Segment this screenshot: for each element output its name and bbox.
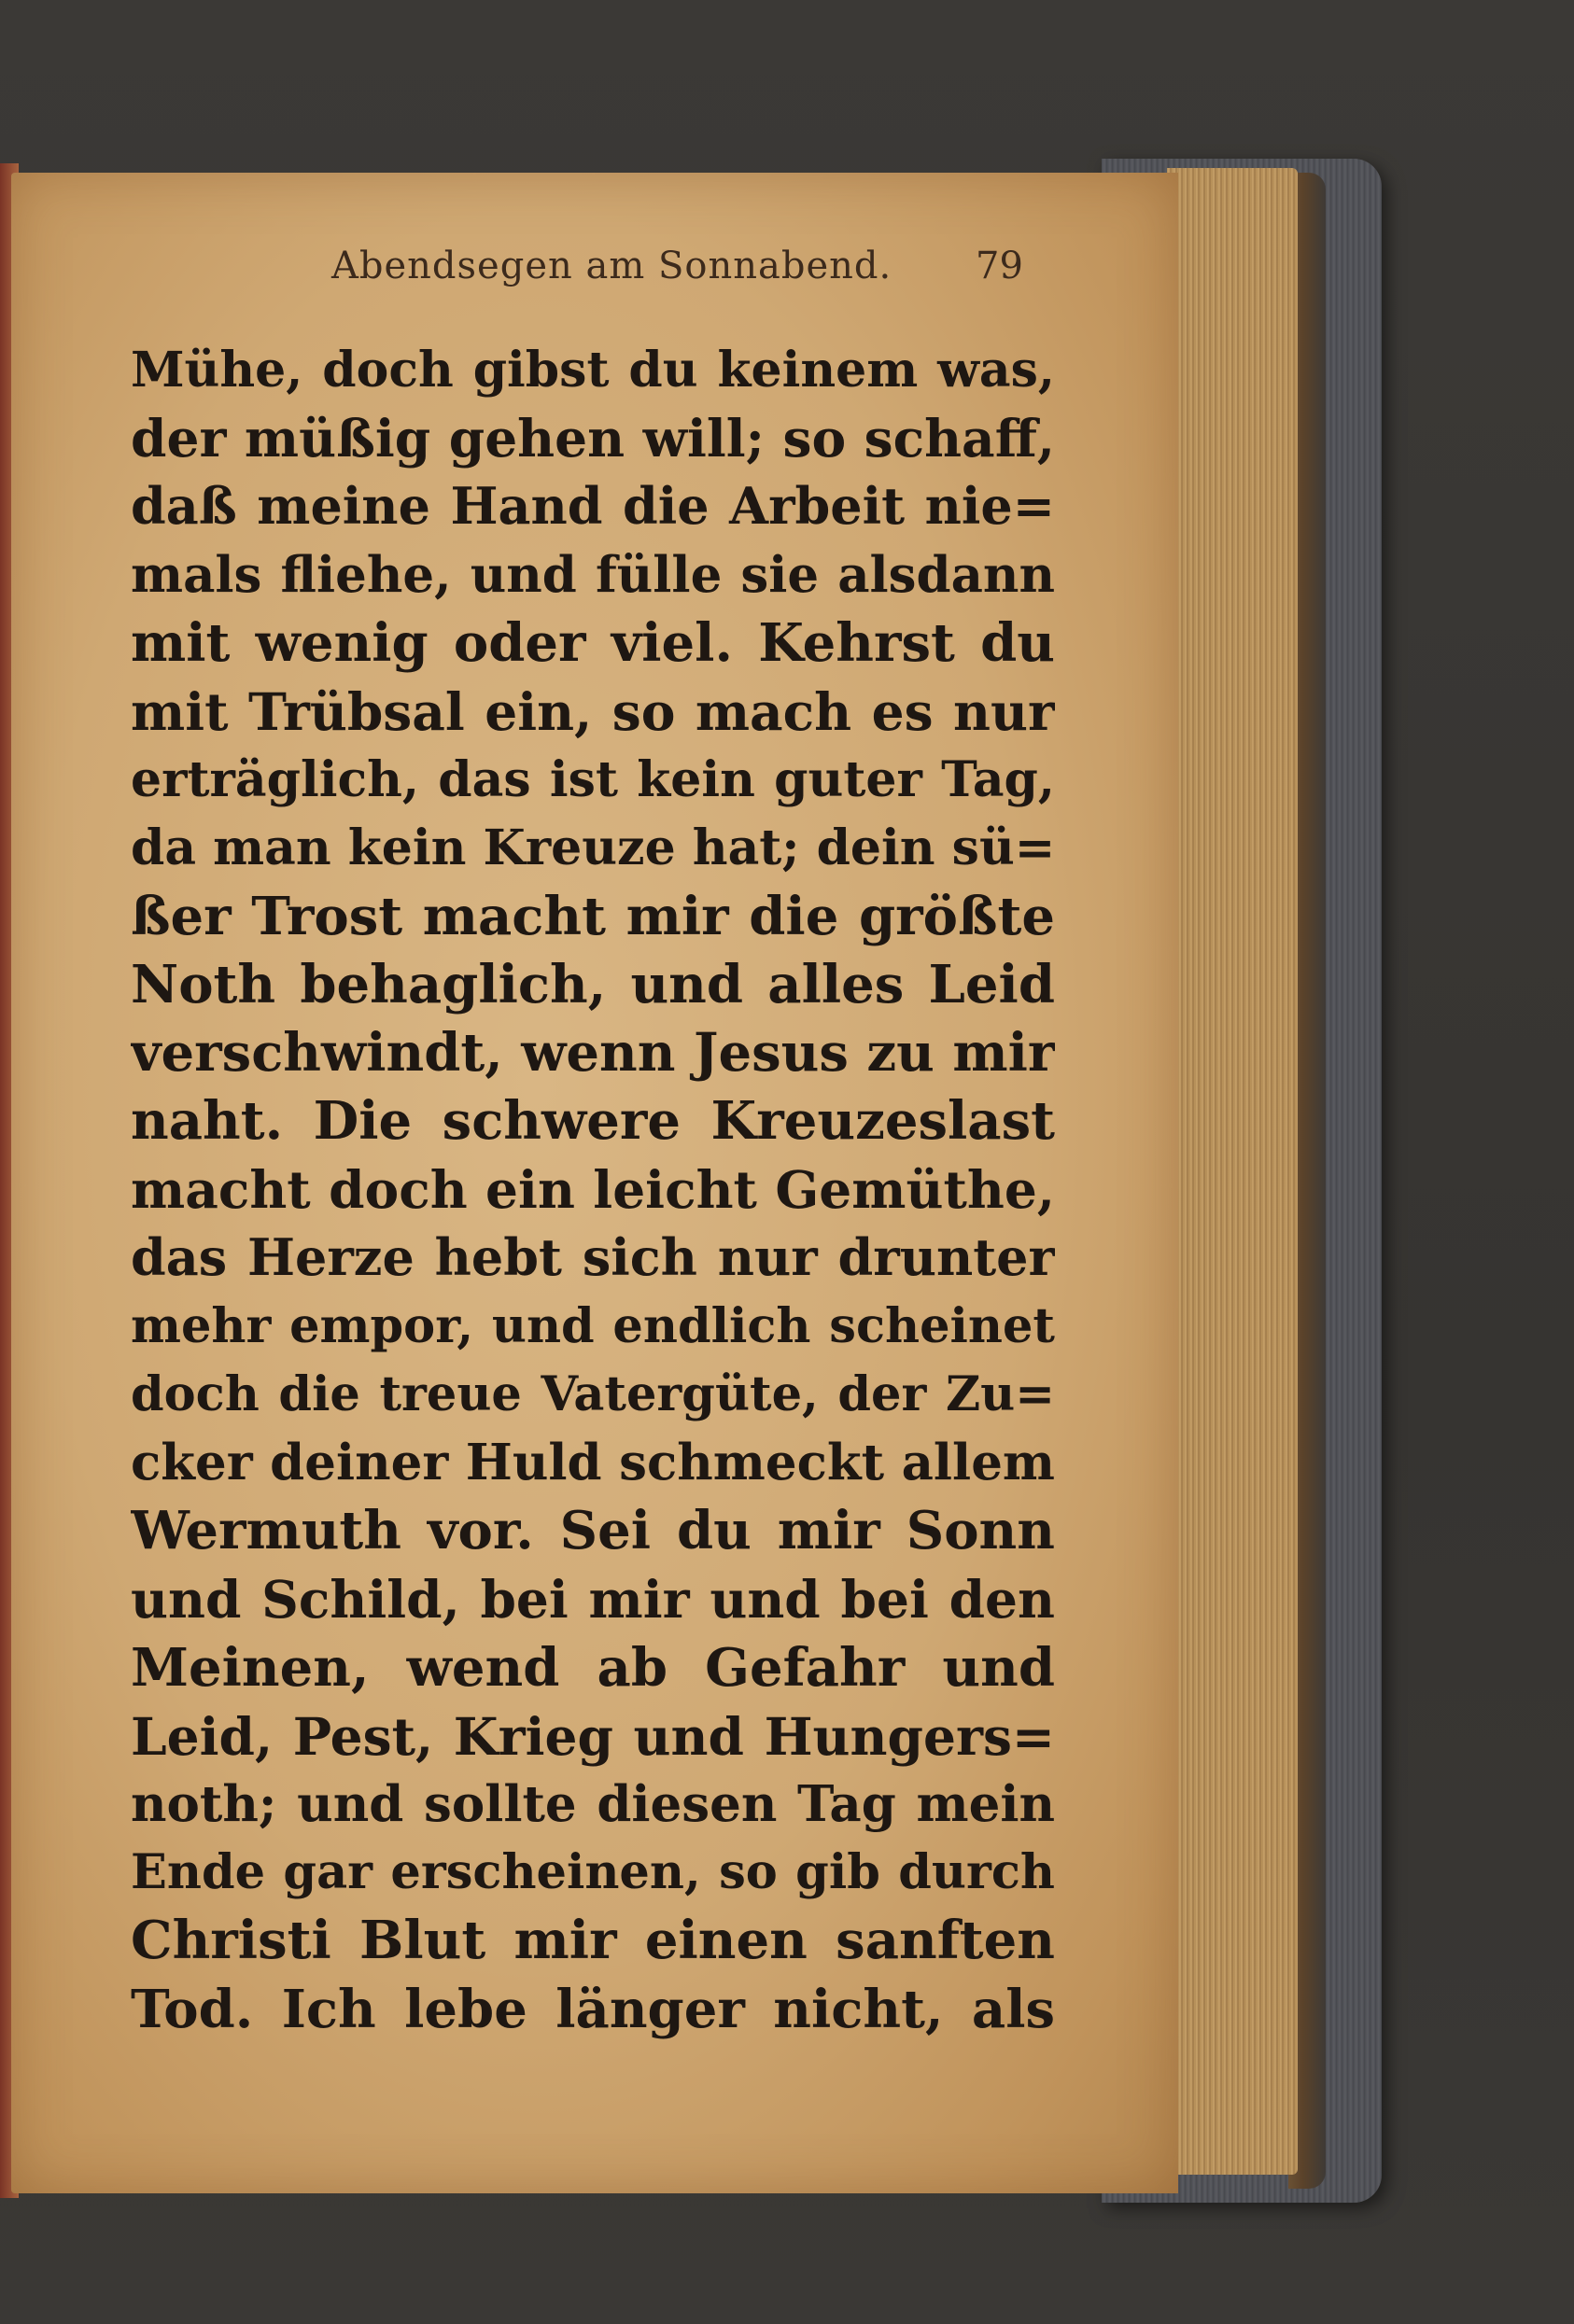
text-line: daß meine Hand die Arbeit nie=: [131, 476, 1055, 537]
text-line: der müßig gehen will; so schaff,: [131, 408, 1055, 469]
running-head: Abendsegen am Sonnabend.: [331, 245, 892, 287]
text-line: Tod. Ich lebe länger nicht, als: [131, 1978, 1055, 2040]
text-line: mehr empor, und endlich scheinet: [131, 1297, 1055, 1354]
text-line: Meinen, wend ab Gefahr und: [131, 1636, 1055, 1699]
text-line: Christi Blut mir einen sanften: [131, 1910, 1055, 1972]
text-line: mit wenig oder viel. Kehrst du: [131, 611, 1055, 674]
text-line: mals fliehe, und fülle sie alsdann: [131, 545, 1055, 604]
text-line: und Schild, bei mir und bei den: [131, 1569, 1055, 1631]
text-line: da man kein Kreuze hat; dein sü=: [131, 819, 1055, 877]
text-line: Wermuth vor. Sei du mir Sonn: [131, 1500, 1055, 1562]
text-line: Noth behaglich, und alles Leid: [131, 953, 1055, 1015]
text-line: Mühe, doch gibst du keinem was,: [131, 342, 1055, 399]
text-line: Leid, Pest, Krieg und Hungers=: [131, 1705, 1055, 1767]
body-text: [131, 336, 1055, 2044]
text-line: ßer Trost macht mir die größte: [131, 885, 1055, 947]
page-header: [331, 245, 1041, 301]
text-line: macht doch ein leicht Gemüthe,: [131, 1159, 1055, 1221]
text-line: mit Trübsal ein, so mach es nur: [131, 680, 1055, 742]
text-line: erträglich, das ist kein guter Tag,: [131, 751, 1055, 809]
page-block-edges: [1167, 168, 1298, 2175]
text-line: Ende gar erscheinen, so gib durch: [131, 1844, 1055, 1901]
text-line: doch die treue Vatergüte, der Zu=: [131, 1365, 1055, 1422]
text-line: verschwindt, wenn Jesus zu mir: [131, 1021, 1055, 1084]
text-line: cker deiner Huld schmeckt allem: [131, 1434, 1055, 1491]
page-number: 79: [976, 245, 1023, 287]
text-line: noth; und sollte diesen Tag mein: [131, 1774, 1055, 1833]
text-line: das Herze hebt sich nur drunter: [131, 1227, 1055, 1288]
text-line: naht. Die schwere Kreuzeslast: [131, 1090, 1055, 1153]
